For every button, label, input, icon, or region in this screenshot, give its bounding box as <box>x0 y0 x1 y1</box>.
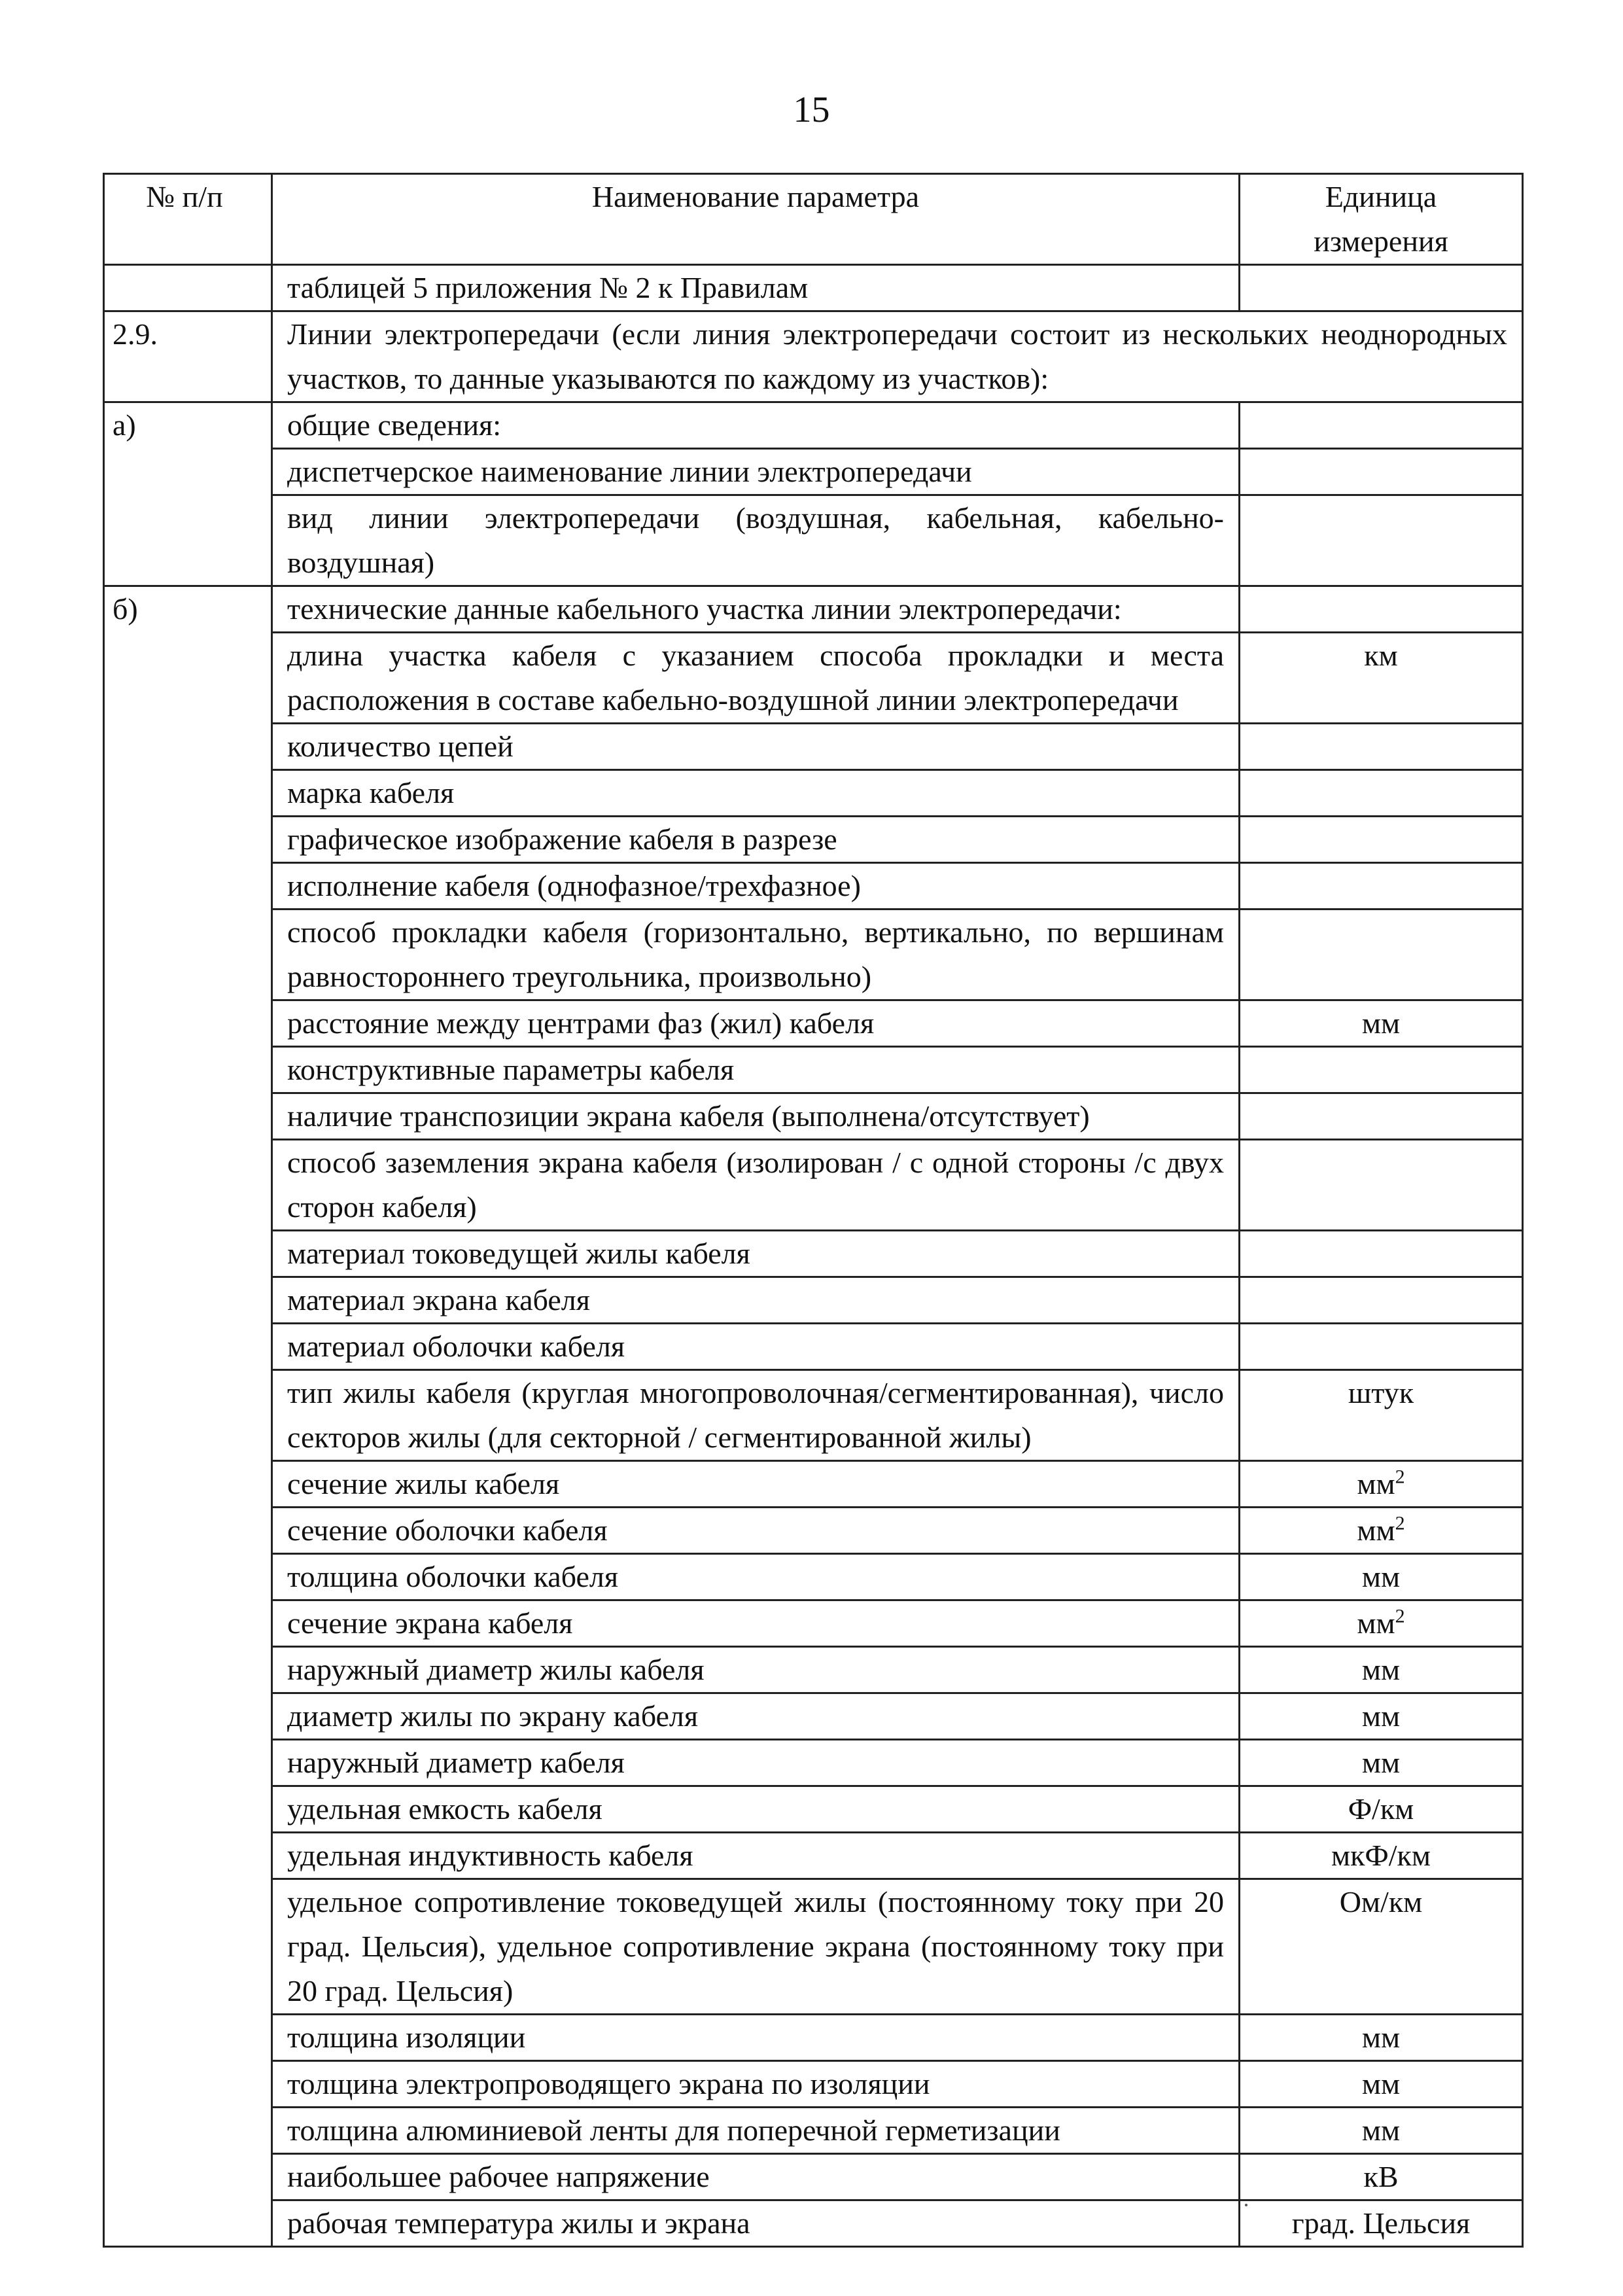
unit-text: мм <box>1361 1746 1401 1779</box>
table-row <box>104 1786 1523 1833</box>
unit-text: мм <box>1361 2067 1401 2100</box>
unit-cell <box>1240 2015 1523 2061</box>
unit-superscript: 2 <box>1395 1466 1405 1488</box>
unit-text: мм <box>1361 2113 1401 2147</box>
unit-cell <box>1240 1693 1523 1740</box>
row-num <box>104 1508 272 1554</box>
table-row <box>104 1231 1523 1277</box>
row-num <box>104 1693 272 1740</box>
parameter-name: наружный диаметр жилы кабеля <box>272 1647 1240 1693</box>
row-num <box>104 2200 272 2247</box>
parameter-name: сечение оболочки кабеля <box>272 1508 1240 1554</box>
unit-cell <box>1240 1647 1523 1693</box>
row-num <box>104 1231 272 1277</box>
unit-cell <box>1240 1600 1523 1647</box>
parameter-name: наибольшее рабочее напряжение <box>272 2154 1240 2200</box>
unit-cell <box>1240 1740 1523 1786</box>
unit-cell <box>1240 2108 1523 2154</box>
table-row <box>104 1370 1523 1461</box>
table-row <box>104 770 1523 817</box>
unit-text: км <box>1364 639 1398 672</box>
table-row <box>104 586 1523 633</box>
parameter-name: материал токоведущей жилы кабеля <box>272 1231 1240 1277</box>
unit-cell <box>1240 1000 1523 1047</box>
row-num <box>104 1554 272 1600</box>
table-row <box>104 1647 1523 1693</box>
table-row <box>104 817 1523 863</box>
table-row <box>104 2108 1523 2154</box>
unit-text: град. Цельсия <box>1291 2206 1471 2240</box>
unit-cell <box>1240 1277 1523 1324</box>
section-num: 2.9. <box>104 311 272 402</box>
row-num <box>104 1461 272 1508</box>
table-row <box>104 495 1523 586</box>
table-row <box>104 2061 1523 2108</box>
unit-cell <box>1240 633 1523 724</box>
unit-cell <box>1240 1786 1523 1833</box>
parameter-name: диаметр жилы по экрану кабеля <box>272 1693 1240 1740</box>
parameters-table <box>103 173 1524 2248</box>
row-num <box>104 1833 272 1879</box>
parameter-name: удельная индуктивность кабеля <box>272 1833 1240 1879</box>
table-row <box>104 265 1523 311</box>
row-num <box>104 449 272 495</box>
unit-superscript: 2 <box>1395 1605 1405 1627</box>
section-title: Линии электропередачи (если линия электропередачи состоит из нескольких неоднородных участков, то данные указываются по каждому из участков): <box>272 311 1523 402</box>
row-num <box>104 1647 272 1693</box>
unit-cell <box>1240 1461 1523 1508</box>
unit-text: мм <box>1361 1699 1401 1733</box>
parameter-name: толщина оболочки кабеля <box>272 1554 1240 1600</box>
table-row-section <box>104 311 1523 402</box>
table-row <box>104 1324 1523 1370</box>
row-num <box>104 2154 272 2200</box>
table-header-row <box>104 174 1523 265</box>
table-row <box>104 1740 1523 1786</box>
unit-cell <box>1240 1508 1523 1554</box>
unit-text: Ф/км <box>1348 1792 1414 1826</box>
parameter-name: толщина алюминиевой ленты для поперечной герметизации <box>272 2108 1240 2154</box>
parameter-name: толщина электропроводящего экрана по изоляции <box>272 2061 1240 2108</box>
table-row <box>104 1461 1523 1508</box>
parameter-name: сечение экрана кабеля <box>272 1600 1240 1647</box>
table-row <box>104 1508 1523 1554</box>
row-num <box>104 1786 272 1833</box>
page-number: 15 <box>793 90 830 130</box>
table-row <box>104 633 1523 724</box>
row-num <box>104 265 272 311</box>
parameter-name: диспетчерское наименование линии электропередачи <box>272 449 1240 495</box>
unit-text: мм <box>1357 1606 1395 1640</box>
table-row <box>104 1833 1523 1879</box>
parameter-name: вид линии электропередачи (воздушная, кабельная, кабельно-воздушная) <box>272 495 1240 586</box>
table-row <box>104 2154 1523 2200</box>
row-num <box>104 770 272 817</box>
header-unit: Единица измерения <box>1240 174 1523 265</box>
parameter-name: рабочая температура жилы и экрана <box>272 2200 1240 2247</box>
row-num: б) <box>104 586 272 633</box>
unit-text: мкФ/км <box>1331 1839 1431 1872</box>
unit-cell <box>1240 2154 1523 2200</box>
parameter-name: конструктивные параметры кабеля <box>272 1047 1240 1093</box>
unit-cell <box>1240 770 1523 817</box>
row-num <box>104 2015 272 2061</box>
table-row <box>104 449 1523 495</box>
table-row <box>104 724 1523 770</box>
parameter-name: способ прокладки кабеля (горизонтально, вертикально, по вершинам равностороннего треугольника, произвольно) <box>272 910 1240 1000</box>
row-num <box>104 1600 272 1647</box>
unit-cell <box>1240 586 1523 633</box>
unit-cell <box>1240 910 1523 1000</box>
unit-cell <box>1240 2200 1523 2247</box>
table-row <box>104 1879 1523 2015</box>
parameter-name: материал экрана кабеля <box>272 1277 1240 1324</box>
unit-cell <box>1240 402 1523 449</box>
unit-cell <box>1240 1833 1523 1879</box>
parameter-name: длина участка кабеля с указанием способа прокладки и места расположения в составе кабельно-воздушной линии электропередачи <box>272 633 1240 724</box>
unit-cell <box>1240 1370 1523 1461</box>
parameter-name: толщина изоляции <box>272 2015 1240 2061</box>
row-num <box>104 495 272 586</box>
table-row <box>104 863 1523 910</box>
unit-text: мм <box>1357 1467 1395 1500</box>
parameter-name: удельное сопротивление токоведущей жилы (постоянному току при 20 град. Цельсия), удельное сопротивление экрана (постоянному току при 20 град. Цельсия) <box>272 1879 1240 2015</box>
unit-text: мм <box>1361 1006 1401 1040</box>
table-row <box>104 1554 1523 1600</box>
row-num <box>104 633 272 724</box>
table-row <box>104 1693 1523 1740</box>
unit-text: штук <box>1348 1376 1414 1409</box>
row-num <box>104 1370 272 1461</box>
row-num <box>104 724 272 770</box>
unit-cell <box>1240 817 1523 863</box>
scan-speck <box>1245 2204 1248 2206</box>
unit-cell <box>1240 863 1523 910</box>
parameter-name: технические данные кабельного участка линии электропередачи: <box>272 586 1240 633</box>
row-num <box>104 1140 272 1231</box>
row-num <box>104 1324 272 1370</box>
table-row <box>104 2015 1523 2061</box>
parameter-name: удельная емкость кабеля <box>272 1786 1240 1833</box>
parameter-name: расстояние между центрами фаз (жил) кабеля <box>272 1000 1240 1047</box>
row-num: а) <box>104 402 272 449</box>
table-row <box>104 1000 1523 1047</box>
row-num <box>104 1277 272 1324</box>
row-num <box>104 1740 272 1786</box>
unit-cell <box>1240 1231 1523 1277</box>
unit-cell <box>1240 1093 1523 1140</box>
table-row <box>104 1047 1523 1093</box>
row-num <box>104 817 272 863</box>
unit-superscript: 2 <box>1395 1512 1405 1534</box>
header-name: Наименование параметра <box>272 174 1240 265</box>
table-row <box>104 1277 1523 1324</box>
parameter-name: сечение жилы кабеля <box>272 1461 1240 1508</box>
parameter-name: материал оболочки кабеля <box>272 1324 1240 1370</box>
row-num <box>104 863 272 910</box>
row-unit <box>1240 265 1523 311</box>
parameter-name: способ заземления экрана кабеля (изолирован / с одной стороны /с двух сторон кабеля) <box>272 1140 1240 1231</box>
row-num <box>104 2108 272 2154</box>
unit-cell <box>1240 1554 1523 1600</box>
unit-text: кВ <box>1363 2160 1399 2193</box>
unit-cell <box>1240 1047 1523 1093</box>
parameter-name: количество цепей <box>272 724 1240 770</box>
table-row <box>104 2200 1523 2247</box>
table-row <box>104 910 1523 1000</box>
unit-cell <box>1240 1879 1523 2015</box>
unit-text: мм <box>1361 2021 1401 2054</box>
row-num <box>104 2061 272 2108</box>
unit-text: мм <box>1361 1653 1401 1686</box>
row-num <box>104 1000 272 1047</box>
parameter-name: марка кабеля <box>272 770 1240 817</box>
unit-text: мм <box>1361 1560 1401 1593</box>
unit-cell <box>1240 724 1523 770</box>
parameter-name: наличие транспозиции экрана кабеля (выполнена/отсутствует) <box>272 1093 1240 1140</box>
unit-text: мм <box>1357 1513 1395 1547</box>
parameter-name: наружный диаметр кабеля <box>272 1740 1240 1786</box>
row-num <box>104 1093 272 1140</box>
parameter-name: исполнение кабеля (однофазное/трехфазное) <box>272 863 1240 910</box>
row-num <box>104 1047 272 1093</box>
unit-cell <box>1240 1324 1523 1370</box>
row-num <box>104 1879 272 2015</box>
unit-cell <box>1240 495 1523 586</box>
unit-cell <box>1240 2061 1523 2108</box>
parameter-name: тип жилы кабеля (круглая многопроволочная/сегментированная), число секторов жилы (для секторной / сегментированной жилы) <box>272 1370 1240 1461</box>
row-num <box>104 910 272 1000</box>
parameter-name: графическое изображение кабеля в разрезе <box>272 817 1240 863</box>
parameter-name: общие сведения: <box>272 402 1240 449</box>
unit-cell <box>1240 1140 1523 1231</box>
unit-text: Ом/км <box>1339 1885 1423 1918</box>
table-row <box>104 1093 1523 1140</box>
header-num: № п/п <box>104 174 272 265</box>
table-row <box>104 1140 1523 1231</box>
unit-cell <box>1240 449 1523 495</box>
table-row <box>104 402 1523 449</box>
continuation-text: таблицей 5 приложения № 2 к Правилам <box>272 265 1240 311</box>
table-row <box>104 1600 1523 1647</box>
